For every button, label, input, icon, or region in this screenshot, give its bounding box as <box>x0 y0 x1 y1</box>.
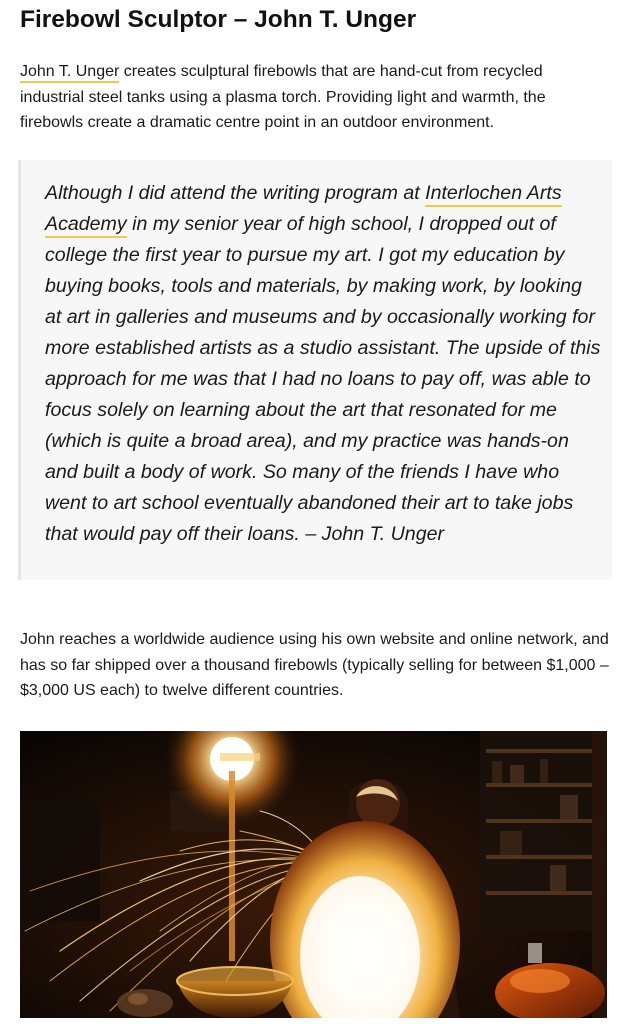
artist-link[interactable]: John T. Unger <box>20 63 119 83</box>
quote-text-start: Although I did attend the writing program at <box>45 182 426 204</box>
reach-paragraph: John reaches a worldwide audience using his own website and online network, and has so far shipped over a thousand firebowls (typically selling for between $1,000 – $3,000 US each) to twelve different countries. <box>20 631 609 699</box>
plasma-cutting-image <box>20 731 607 1018</box>
quote-text <box>45 178 601 550</box>
article-title: Firebowl Sculptor – John T. Unger <box>20 6 417 33</box>
intro-text: creates sculptural firebowls that are hand-cut from recycled industrial steel tanks using a plasma torch. Providing light and warmth, the firebowls create a dramatic centre point in an outdoor environment. <box>20 63 546 131</box>
intro-paragraph <box>20 59 610 136</box>
sculptor-photo <box>20 731 607 1018</box>
academy-link[interactable]: Interlochen Arts Academy <box>45 182 562 238</box>
quote-text-end: in my senior year of high school, I dropped out of college the first year to pursue my art. I got my education by buying books, tools and materials, by making work, by looking at art in galleries and museums and by occasionally working for more established artists as a studio assistant. The upside of this approach for me was that I had no loans to pay off, was able to focus solely on learning about the art that resonated for me (which is quite a broad area), and my practice was hands-on and built a body of work. So many of the friends I have who went to art school eventually abandoned their art to take jobs that would pay off their loans. – John T. Unger <box>45 213 601 545</box>
artist-quote <box>18 160 612 580</box>
